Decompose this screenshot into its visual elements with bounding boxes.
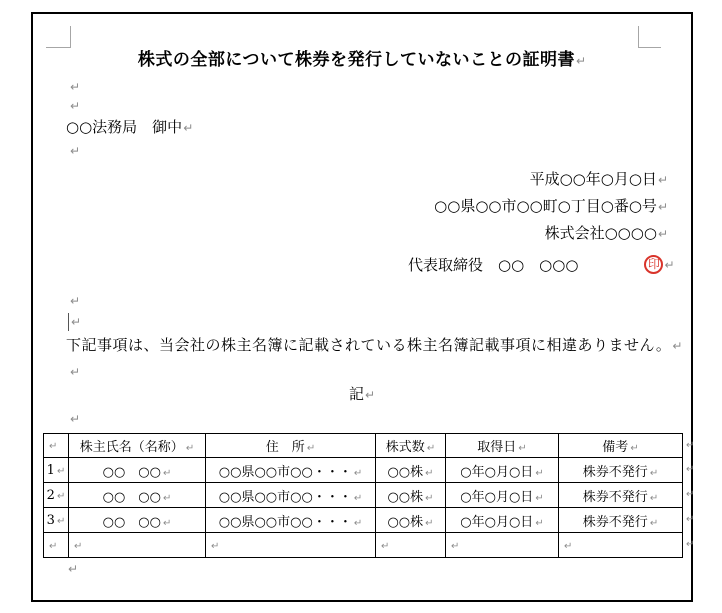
paragraph-mark-icon: ↵ <box>68 562 79 576</box>
table-cell[interactable] <box>376 508 446 533</box>
table-cell[interactable] <box>44 483 69 508</box>
cell-mark-icon: ↵ <box>74 540 83 552</box>
shareholder-table <box>43 433 683 558</box>
cell-text: ○○県○○市○○・・・ <box>218 464 352 480</box>
addressee-line[interactable] <box>66 118 193 137</box>
table-row <box>44 483 683 508</box>
cell-mark-icon: ↵ <box>649 467 659 479</box>
table-cell[interactable] <box>44 508 69 533</box>
paragraph-mark-icon: ↵ <box>71 315 82 329</box>
cell-mark-icon: ↵ <box>425 492 434 504</box>
cell-mark-icon: ↵ <box>49 540 58 552</box>
cell-mark-icon: ↵ <box>49 441 58 452</box>
cell-mark-icon: ↵ <box>162 492 172 504</box>
paragraph-mark-icon: ↵ <box>364 388 376 402</box>
cell-text: 株券不発行 <box>582 489 648 505</box>
company-address-text: ○○県○○市○○町○丁目○番○号 <box>434 197 657 215</box>
paragraph-mark-icon: ↵ <box>70 365 81 379</box>
cell-mark-icon: ↵ <box>535 517 544 529</box>
text-cursor <box>68 313 69 331</box>
date-text: 平成○○年○月○日 <box>529 170 657 188</box>
table-row <box>44 508 683 533</box>
cell-text: ○年○月○日 <box>460 514 534 530</box>
table-cell[interactable] <box>206 533 376 558</box>
table-cell[interactable] <box>44 434 69 458</box>
table-cell[interactable] <box>446 533 559 558</box>
paragraph-mark-icon: ↵ <box>70 99 81 113</box>
paragraph-mark-icon: ↵ <box>70 294 81 308</box>
table-cell[interactable] <box>69 508 206 533</box>
margin-corner-mark-top-right-icon <box>638 26 661 48</box>
cell-mark-icon: ↵ <box>630 443 639 454</box>
header-text: 株式数 <box>385 440 425 455</box>
header-text: 備考 <box>602 440 629 455</box>
cell-mark-icon: ↵ <box>535 467 544 479</box>
paragraph-mark-icon: ↵ <box>70 144 81 158</box>
cell-mark-icon: ↵ <box>353 467 363 479</box>
table-cell[interactable] <box>206 458 376 483</box>
cell-mark-icon: ↵ <box>56 465 66 477</box>
table-cell[interactable] <box>446 508 559 533</box>
table-cell[interactable] <box>69 458 206 483</box>
cell-text: ○○県○○市○○・・・ <box>218 489 352 505</box>
cell-mark-icon: ↵ <box>381 540 390 552</box>
table-cell[interactable] <box>69 434 206 458</box>
table-cell[interactable] <box>206 434 376 458</box>
cell-mark-icon: ↵ <box>162 467 172 479</box>
cell-text: ○○ ○○ <box>102 514 161 530</box>
cell-mark-icon: ↵ <box>56 490 66 502</box>
cell-mark-icon: ↵ <box>56 515 66 527</box>
company-address-line[interactable] <box>31 197 668 216</box>
cell-mark-icon: ↵ <box>306 443 316 454</box>
cell-text: 株券不発行 <box>582 464 648 480</box>
paragraph-mark-icon: ↵ <box>657 173 668 187</box>
table-cell[interactable] <box>559 458 683 483</box>
table-cell[interactable] <box>559 508 683 533</box>
paragraph-mark-icon: ↵ <box>70 80 81 94</box>
cell-mark-icon: ↵ <box>353 517 363 529</box>
cell-text: ○○株 <box>387 464 424 480</box>
table-cell[interactable] <box>376 434 446 458</box>
cell-mark-icon: ↵ <box>649 492 659 504</box>
cell-mark-icon: ↵ <box>425 467 434 479</box>
date-line[interactable] <box>31 170 668 189</box>
section-mark-text: 記 <box>348 385 364 403</box>
cell-text: 株券不発行 <box>582 514 648 530</box>
representative-text: 代表取締役 ○○ ○○○ <box>408 255 579 274</box>
header-text: 株主氏名（名称） <box>79 440 184 455</box>
cell-text: ○年○月○日 <box>460 489 534 505</box>
cell-mark-icon: ↵ <box>211 540 220 552</box>
table-cell[interactable] <box>559 483 683 508</box>
table-header-row <box>44 434 683 458</box>
cell-text: 3 <box>46 512 55 528</box>
table-cell[interactable] <box>446 483 559 508</box>
table-cell[interactable] <box>206 483 376 508</box>
table-cell[interactable] <box>206 508 376 533</box>
cell-text: ○○株 <box>387 514 424 530</box>
table-cell[interactable] <box>376 533 446 558</box>
table-row <box>44 458 683 483</box>
cell-mark-icon: ↵ <box>564 540 573 552</box>
cell-mark-icon: ↵ <box>162 517 172 529</box>
cell-text: ○○県○○市○○・・・ <box>218 514 352 530</box>
cell-mark-icon: ↵ <box>353 492 363 504</box>
row-end-mark-icon: ↵ <box>686 439 695 451</box>
document-title-line[interactable] <box>31 50 693 71</box>
cell-text: 2 <box>46 487 55 503</box>
cell-mark-icon: ↵ <box>649 517 659 529</box>
cell-text: ○○ ○○ <box>102 489 161 505</box>
row-end-mark-icon: ↵ <box>686 464 695 475</box>
table-cell[interactable] <box>446 434 559 458</box>
table-cell[interactable] <box>559 533 683 558</box>
cell-text: ○○ ○○ <box>102 464 161 480</box>
cell-text: ○年○月○日 <box>460 464 534 480</box>
cell-mark-icon: ↵ <box>451 540 460 552</box>
table-cell[interactable] <box>44 458 69 483</box>
table-cell[interactable] <box>376 483 446 508</box>
row-end-mark-icon: ↵ <box>686 489 695 500</box>
company-name-line[interactable] <box>31 224 668 243</box>
cell-mark-icon: ↵ <box>426 443 436 454</box>
header-text: 住 所 <box>265 440 305 455</box>
row-end-mark-icon: ↵ <box>686 539 695 550</box>
paragraph-mark-icon: ↵ <box>664 257 675 272</box>
paragraph-mark-icon: ↵ <box>70 412 81 426</box>
table-cell[interactable] <box>69 483 206 508</box>
table-cell[interactable] <box>446 458 559 483</box>
table-cell[interactable] <box>376 458 446 483</box>
paragraph-mark-icon: ↵ <box>183 121 194 135</box>
table-cell[interactable] <box>559 434 683 458</box>
header-text: 取得日 <box>477 440 517 455</box>
margin-corner-mark-top-left-icon <box>46 26 71 48</box>
paragraph-mark-icon: ↵ <box>672 339 683 353</box>
cell-mark-icon: ↵ <box>425 517 434 529</box>
cell-text: 1 <box>46 462 55 478</box>
statement-text: 下記事項は、当会社の株主名簿に記載されている株主名簿記載事項に相違ありません。 <box>66 336 672 354</box>
row-end-marks <box>686 433 694 557</box>
row-end-mark-icon: ↵ <box>686 514 695 525</box>
cell-mark-icon: ↵ <box>518 443 527 454</box>
addressee-text: ○○法務局 御中 <box>66 118 183 136</box>
cell-text: ○○株 <box>387 489 424 505</box>
company-name-text: 株式会社○○○○ <box>544 224 657 242</box>
paragraph-mark-icon: ↵ <box>657 200 668 214</box>
statement-line[interactable] <box>66 336 682 355</box>
inkan-seal-stamp-icon: 印 <box>644 255 663 274</box>
document-title: 株式の全部について株券を発行していないことの証明書 <box>137 50 576 70</box>
table-cell[interactable] <box>69 533 206 558</box>
section-mark-line[interactable] <box>31 385 693 404</box>
paragraph-mark-icon: ↵ <box>576 54 587 68</box>
table-cell[interactable] <box>44 533 69 558</box>
paragraph-mark-icon: ↵ <box>657 227 668 241</box>
table-empty-row <box>44 533 683 558</box>
cell-mark-icon: ↵ <box>185 443 195 454</box>
cell-mark-icon: ↵ <box>535 492 544 504</box>
representative-line[interactable] <box>408 255 675 274</box>
